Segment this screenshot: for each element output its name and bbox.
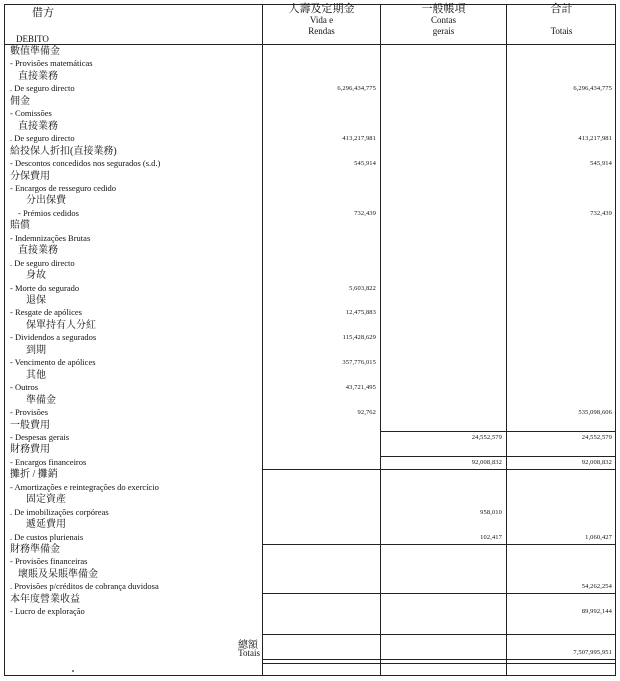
row-label: . De imobilizações corpóreas: [10, 506, 109, 517]
row-value-vida: 732,439: [354, 209, 376, 217]
row-value-totais: 89,992,144: [581, 608, 612, 616]
row-label-zh: 直接業務: [18, 120, 58, 132]
row-value-vida: 115,428,629: [342, 334, 376, 342]
row-label: - Provisões matemáticas: [10, 58, 93, 69]
row-label: - Encargos de resseguro cedido: [10, 182, 117, 193]
row-value-totais: 545,914: [590, 160, 612, 168]
row-label: - Morte do segurado: [10, 282, 80, 293]
row-label-zh: 其他: [26, 369, 46, 381]
row-value-vida: 12,475,883: [345, 309, 376, 317]
totals-rule-bottom: [262, 663, 616, 664]
row-value-contas: 958,010: [480, 508, 502, 516]
totals-value: 7,507,995,951: [573, 649, 612, 656]
row-label-zh: 固定資產: [26, 494, 66, 506]
row-label-zh: 壞賬及呆賬準備金: [18, 568, 98, 580]
row-label-zh: 身故: [26, 270, 46, 282]
row-label: . Provisões p/créditos de cobrança duvidosa: [10, 581, 159, 592]
row-label-zh: 給投保人折扣(直接業務): [10, 145, 117, 157]
totais-header-line1: Totais: [550, 26, 573, 36]
row-value-totais: 6,296,434,775: [573, 85, 612, 93]
totais-header: [507, 4, 616, 37]
row-value-contas: 92,008,832: [471, 458, 502, 466]
totals-label-zh: 總額: [238, 640, 258, 651]
totals-rule-mid: [262, 659, 616, 660]
scan-speck: [72, 670, 74, 672]
row-label-zh: 一般費用: [10, 419, 50, 431]
row-label: - Provisões financeiras: [10, 556, 88, 567]
row-label: - Amortizações e reintegrações do exercício: [10, 481, 159, 492]
row-label-zh: 退保: [26, 295, 46, 306]
row-value-vida: 545,914: [354, 160, 376, 168]
row-label-zh: 分保費用: [10, 170, 50, 182]
section-rule: [380, 456, 616, 457]
row-label: . De custos plurienais: [10, 531, 84, 542]
row-label-zh: 賠償: [10, 220, 30, 232]
row-label-zh: 保單持有人分紅: [26, 319, 96, 331]
row-label: - Dividendos a segurados: [10, 332, 97, 343]
vida-rendas-header: [263, 4, 380, 37]
row-value-vida: 357,776,015: [342, 359, 376, 367]
row-label: - Descontos concedidos nos segurados (s.d.): [10, 158, 161, 169]
row-value-contas: 24,552,579: [471, 433, 502, 441]
row-value-vida: 43,721,495: [345, 384, 376, 392]
contas-header-line2: gerais: [432, 26, 455, 36]
row-value-totais: 92,008,832: [581, 458, 612, 466]
row-label-zh: 到期: [26, 344, 46, 356]
row-label-zh: 本年度營業收益: [10, 593, 80, 605]
section-rule: [262, 544, 616, 545]
section-rule: [380, 431, 616, 432]
row-label: . De seguro directo: [10, 257, 75, 268]
row-value-totais: 413,217,981: [578, 135, 612, 143]
row-value-totais: 535,098,606: [578, 409, 612, 417]
row-value-vida: 92,762: [357, 409, 376, 417]
row-label: - Outros: [10, 382, 39, 393]
row-label: . De seguro directo: [10, 133, 75, 144]
row-value-totais: 732,439: [590, 209, 612, 217]
row-value-totais: 24,552,579: [581, 433, 612, 441]
row-label-zh: 數值準備金: [10, 46, 60, 57]
contas-gerais-header: [381, 4, 506, 37]
row-label: - Lucro de exploração: [10, 606, 85, 617]
header-rule: [4, 44, 616, 45]
row-label-zh: 分出保費: [26, 195, 66, 207]
row-label: - Resgate de apólices: [10, 307, 82, 318]
row-label: - Encargos financeiros: [10, 456, 87, 467]
row-label: . De seguro directo: [10, 83, 75, 94]
section-rule: [262, 469, 616, 470]
row-label-zh: 財務費用: [10, 444, 50, 456]
row-value-totais: 1,060,427: [585, 533, 612, 541]
row-label-zh: 直接業務: [18, 70, 58, 82]
row-label: - Prémios cedidos: [18, 207, 79, 218]
row-label: - Indemnizações Brutas: [10, 232, 91, 243]
column-divider: [506, 4, 507, 676]
row-value-vida: 413,217,981: [342, 135, 376, 143]
vida-header-zh: 人壽及定期金: [288, 3, 355, 15]
row-label-zh: 財務準備金: [10, 544, 60, 555]
row-label: - Despesas gerais: [10, 431, 70, 442]
row-label: - Provisões: [10, 407, 49, 418]
debit-header-label: DEBITO: [16, 34, 49, 44]
totals-label: Totais: [238, 648, 260, 658]
debit-header: [8, 4, 258, 44]
row-value-contas: 102,417: [480, 533, 502, 541]
row-value-totais: 54,262,254: [581, 583, 612, 591]
row-label-zh: 攤折 / 攤銷: [10, 469, 58, 481]
column-divider: [380, 4, 381, 676]
contas-header-zh: 一般帳項: [421, 3, 466, 15]
row-label-zh: 遞延費用: [26, 519, 66, 531]
row-label: - Vencimento de apólices: [10, 357, 96, 368]
row-label-zh: 佣金: [10, 95, 30, 107]
section-rule: [262, 593, 616, 594]
row-value-vida: 5,603,822: [349, 284, 376, 292]
vida-header-line1: Vida e: [309, 15, 334, 25]
totais-header-zh: 合計: [550, 3, 573, 15]
row-label: - Comissões: [10, 108, 52, 119]
contas-header-line1: Contas: [430, 15, 456, 25]
row-value-vida: 6,296,434,775: [337, 85, 376, 93]
row-label-zh: 直接業務: [18, 245, 58, 257]
row-label-zh: 準備金: [26, 394, 56, 406]
vida-header-line2: Rendas: [308, 26, 335, 36]
totals-rule-top: [262, 634, 616, 635]
debit-header-zh: 借方: [32, 7, 54, 19]
